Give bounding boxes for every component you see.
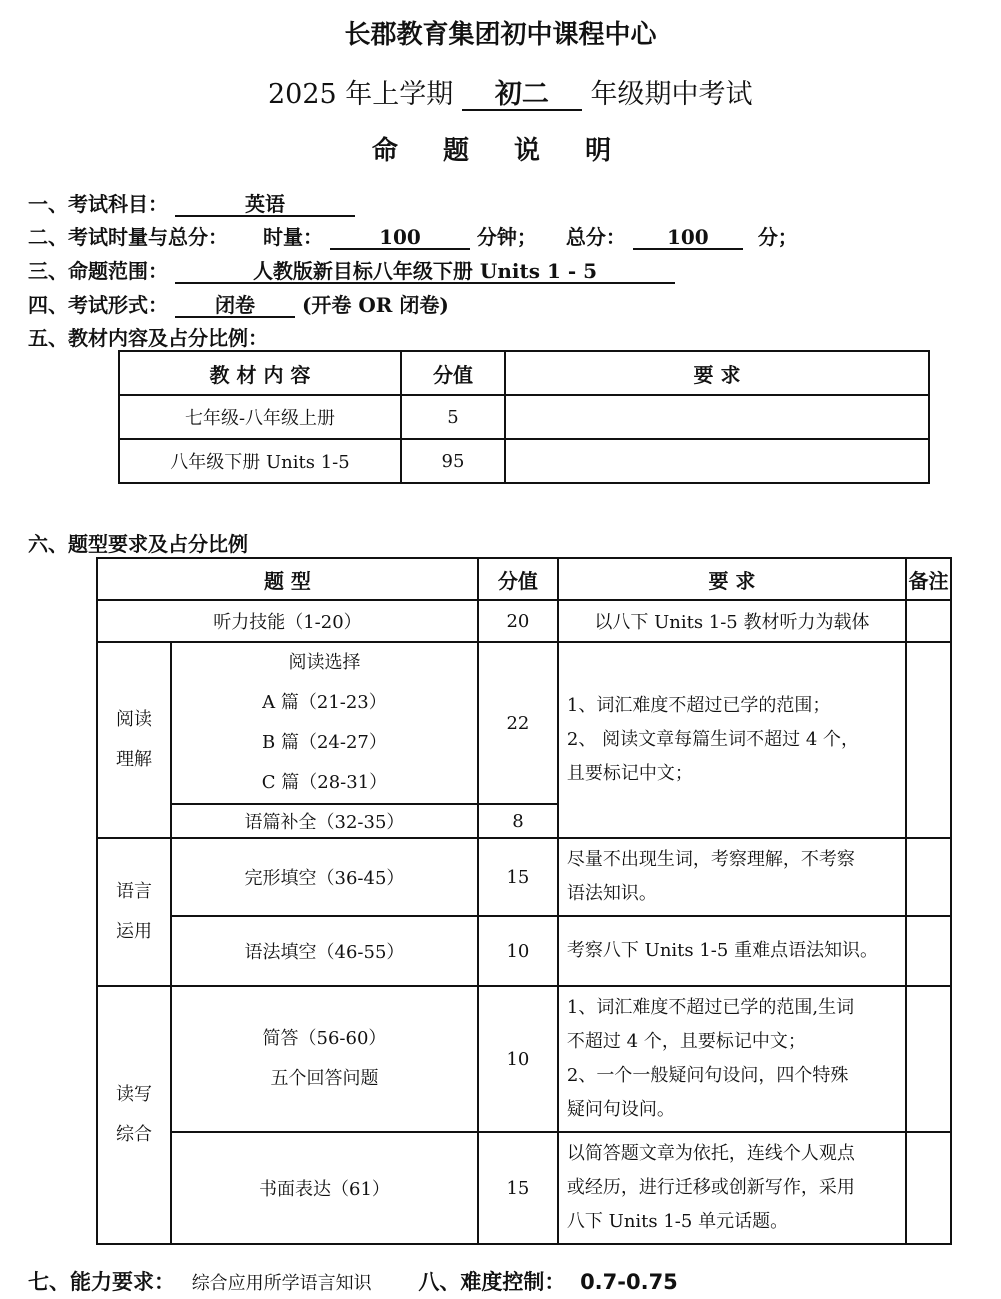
table-row <box>119 395 929 439</box>
group-label <box>98 1075 170 1155</box>
subject-value: 英语 <box>175 193 355 217</box>
cell-type: 语法填空（46-55） <box>171 916 478 986</box>
score-unit: 分； <box>757 225 798 249</box>
group-line: 运用 <box>116 921 152 942</box>
org-title: 长郡教育集团初中课程中心 <box>344 20 657 50</box>
header-type: 题 型 <box>97 558 478 600</box>
cell-requirement <box>505 439 929 483</box>
cell-type <box>171 642 478 804</box>
cell-group <box>97 838 171 986</box>
group-line: 阅读 <box>116 709 152 730</box>
score-value: 100 <box>633 226 743 250</box>
group-line: 语言 <box>116 881 152 902</box>
subject-label: 一、考试科目： <box>28 192 168 216</box>
type-line: 简答（56-60） <box>262 1028 387 1049</box>
cell-group <box>97 642 171 838</box>
table-row <box>119 439 929 483</box>
doc-title: 命 题 说 明 <box>371 136 630 166</box>
cell-requirement <box>558 642 906 838</box>
grade-value: 初二 <box>462 81 582 111</box>
type-list <box>172 643 477 803</box>
form-hint: (开卷 OR 闭卷) <box>301 293 449 317</box>
question-type-table <box>96 557 952 1245</box>
cell-remark <box>906 986 951 1132</box>
ability-value: 综合应用所学语言知识 <box>191 1273 372 1294</box>
cell-type: 语篇补全（32-35） <box>171 804 478 838</box>
header-requirement: 要 求 <box>505 351 929 395</box>
scope-value: 人教版新目标八年级下册 Units 1 - 5 <box>175 260 675 284</box>
type-line: B 篇（24-27） <box>262 732 387 753</box>
cell-score: 20 <box>478 600 558 642</box>
table-row <box>97 642 951 804</box>
header-content: 教 材 内 容 <box>119 351 401 395</box>
group-label <box>98 700 170 780</box>
time-unit: 分钟； <box>476 225 537 249</box>
cell-score: 22 <box>478 642 558 804</box>
cell-score: 10 <box>478 916 558 986</box>
header-score: 分值 <box>401 351 505 395</box>
type-list <box>172 1019 477 1099</box>
req-line: 2、一个一般疑问句设问，四个特殊 <box>566 1065 849 1086</box>
cell-group <box>97 986 171 1244</box>
cell-remark <box>906 642 951 838</box>
req-line: 且要标记中文； <box>566 763 693 784</box>
req-line: 不超过 4 个，且要标记中文； <box>566 1031 806 1052</box>
table-row <box>97 838 951 916</box>
exam-title <box>268 72 752 111</box>
group-line: 综合 <box>116 1124 152 1145</box>
cell-remark <box>906 916 951 986</box>
header-remark: 备注 <box>906 558 951 600</box>
cell-requirement <box>558 838 906 916</box>
cell-score: 15 <box>478 838 558 916</box>
cell-remark <box>906 600 951 642</box>
term-suffix: 年级期中考试 <box>590 79 753 110</box>
cell-type <box>171 986 478 1132</box>
table-row <box>97 1132 951 1244</box>
form-label: 四、考试形式： <box>28 293 168 317</box>
req-line: 1、词汇难度不超过已学的范围； <box>566 695 831 716</box>
form-line <box>28 289 449 318</box>
cell-requirement <box>558 986 906 1132</box>
time-value: 100 <box>330 226 470 250</box>
type-line: A 篇（21-23） <box>262 692 387 713</box>
req-line: 或经历，进行迁移或创新写作，采用 <box>566 1177 855 1198</box>
cell-type: 书面表达（61） <box>171 1132 478 1244</box>
group-line: 理解 <box>116 749 152 770</box>
cell-requirement: 以八下 Units 1-5 教材听力为载体 <box>558 600 906 642</box>
req-line: 八下 Units 1-5 单元话题。 <box>566 1211 789 1232</box>
content-label: 五、教材内容及占分比例： <box>28 326 268 350</box>
section6-label: 六、题型要求及占分比例 <box>28 532 248 556</box>
req-line: 疑问句设问。 <box>566 1099 675 1120</box>
cell-score: 5 <box>401 395 505 439</box>
cell-requirement <box>558 916 906 986</box>
req-line: 考察八下 Units 1-5 重难点语法知识。 <box>566 940 879 961</box>
table-row <box>97 986 951 1132</box>
form-value: 闭卷 <box>175 294 295 318</box>
scope-label: 三、命题范围： <box>28 259 168 283</box>
cell-type: 听力技能（1-20） <box>97 600 478 642</box>
time-label: 二、考试时量与总分： <box>28 225 228 249</box>
footer-line <box>28 1266 678 1296</box>
req-line: 语法知识。 <box>566 883 657 904</box>
cell-score: 95 <box>401 439 505 483</box>
table-row <box>97 600 951 642</box>
ability-label: 七、能力要求： <box>28 1269 175 1294</box>
score-sub-label: 总分： <box>565 225 626 249</box>
table-header-row <box>119 351 929 395</box>
content-ratio-table <box>118 350 930 484</box>
cell-score: 10 <box>478 986 558 1132</box>
difficulty-label: 八、难度控制： <box>418 1269 566 1294</box>
table-header-row <box>97 558 951 600</box>
cell-requirement <box>558 1132 906 1244</box>
type-line: 阅读选择 <box>288 652 361 673</box>
req-line: 尽量不出现生词，考察理解，不考察 <box>566 849 855 870</box>
group-line: 读写 <box>116 1084 152 1105</box>
time-line <box>28 221 798 250</box>
type-line: 五个回答问题 <box>270 1068 379 1089</box>
cell-score: 8 <box>478 804 558 838</box>
req-line: 1、词汇难度不超过已学的范围,生词 <box>566 997 855 1018</box>
cell-remark <box>906 1132 951 1244</box>
cell-score: 15 <box>478 1132 558 1244</box>
header-requirement: 要 求 <box>558 558 906 600</box>
difficulty-value: 0.7-0.75 <box>580 1270 678 1294</box>
cell-type: 完形填空（36-45） <box>171 838 478 916</box>
scope-line <box>28 255 675 284</box>
cell-content: 七年级-八年级上册 <box>119 395 401 439</box>
term-prefix: 2025 年上学期 <box>268 79 454 110</box>
cell-requirement <box>505 395 929 439</box>
cell-remark <box>906 838 951 916</box>
req-line: 2、 阅读文章每篇生词不超过 4 个， <box>566 729 859 750</box>
type-line: C 篇（28-31） <box>261 772 388 793</box>
table-row <box>97 916 951 986</box>
header-score: 分值 <box>478 558 558 600</box>
group-label <box>98 872 170 952</box>
subject-line <box>28 188 355 217</box>
time-sub-label: 时量： <box>262 225 323 249</box>
cell-content: 八年级下册 Units 1-5 <box>119 439 401 483</box>
req-line: 以简答题文章为依托，连线个人观点 <box>566 1143 855 1164</box>
